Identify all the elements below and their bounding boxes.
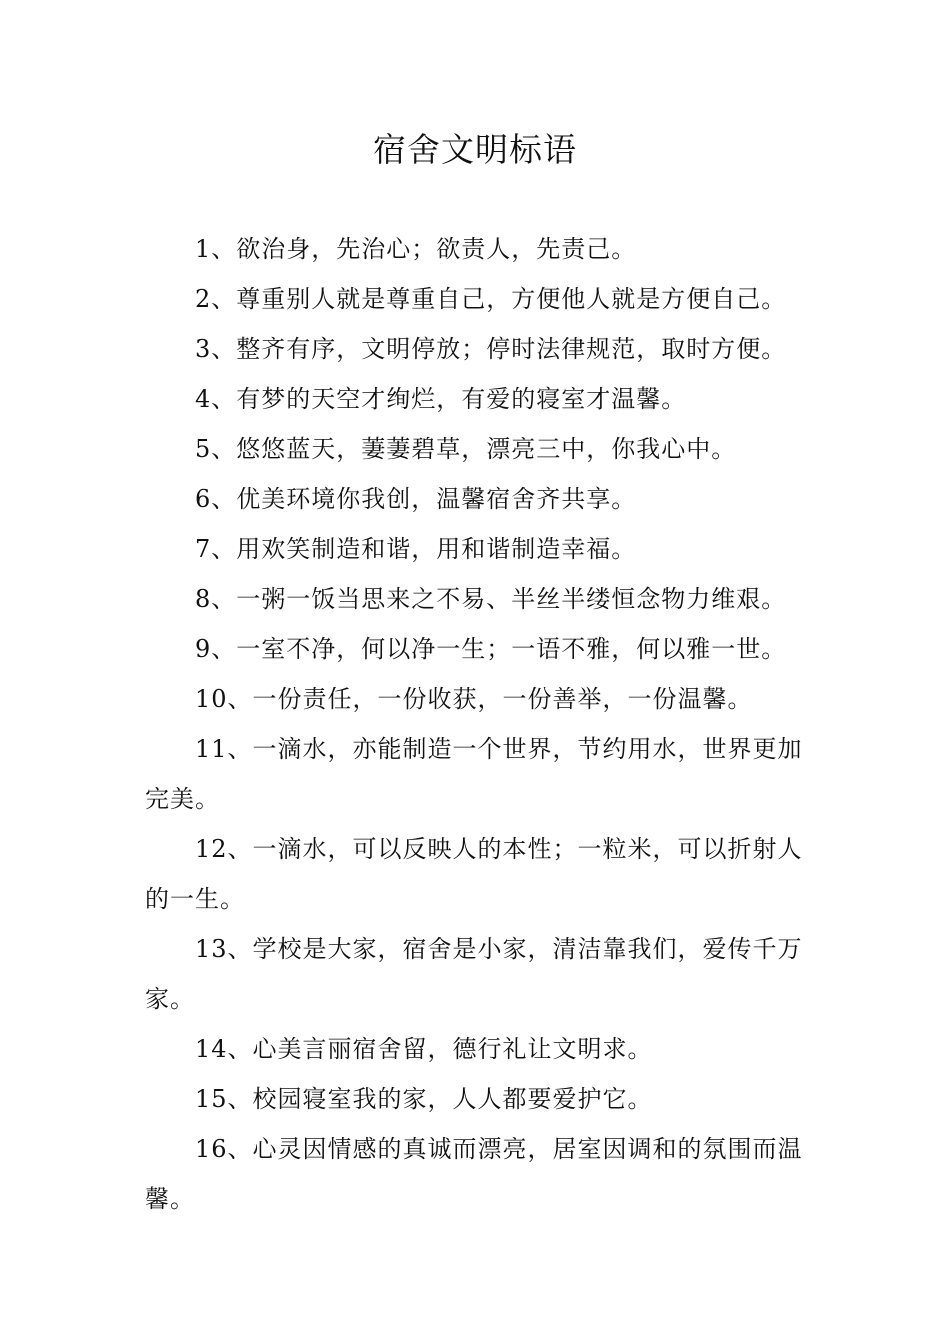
- slogan-item: 2、尊重别人就是尊重自己，方便他人就是方便自己。: [195, 285, 787, 313]
- slogan-item: 13、学校是大家，宿舍是小家，清洁靠我们，爱传千万家。: [145, 935, 803, 1013]
- slogan-item: 11、一滴水，亦能制造一个世界，节约用水，世界更加完美。: [145, 735, 803, 813]
- slogan-item: 12、一滴水，可以反映人的本性；一粒米，可以折射人的一生。: [145, 835, 803, 913]
- slogan-item: 5、悠悠蓝天，萋萋碧草，漂亮三中，你我心中。: [195, 435, 737, 463]
- slogan-item: 15、校园寝室我的家，人人都要爱护它。: [195, 1085, 653, 1113]
- slogan-item: 7、用欢笑制造和谐，用和谐制造幸福。: [195, 535, 637, 563]
- slogan-list: [145, 224, 807, 1224]
- slogan-item: 16、心灵因情感的真诚而漂亮，居室因调和的氛围而温馨。: [145, 1135, 803, 1213]
- slogan-item: 9、一室不净，何以净一生；一语不雅，何以雅一世。: [195, 635, 787, 663]
- document-title: 宿舍文明标语: [373, 130, 577, 169]
- slogan-item: 1、欲治身，先治心；欲责人，先责己。: [195, 235, 637, 263]
- slogan-item: 10、一份责任，一份收获，一份善举，一份温馨。: [195, 685, 753, 713]
- slogan-item: 3、整齐有序，文明停放；停时法律规范，取时方便。: [195, 335, 787, 363]
- slogan-item: 6、优美环境你我创，温馨宿舍齐共享。: [195, 485, 637, 513]
- slogan-item: 4、有梦的天空才绚烂，有爱的寝室才温馨。: [195, 385, 687, 413]
- slogan-item: 8、一粥一饭当思来之不易、半丝半缕恒念物力维艰。: [195, 585, 787, 613]
- slogan-item: 14、心美言丽宿舍留，德行礼让文明求。: [195, 1035, 653, 1063]
